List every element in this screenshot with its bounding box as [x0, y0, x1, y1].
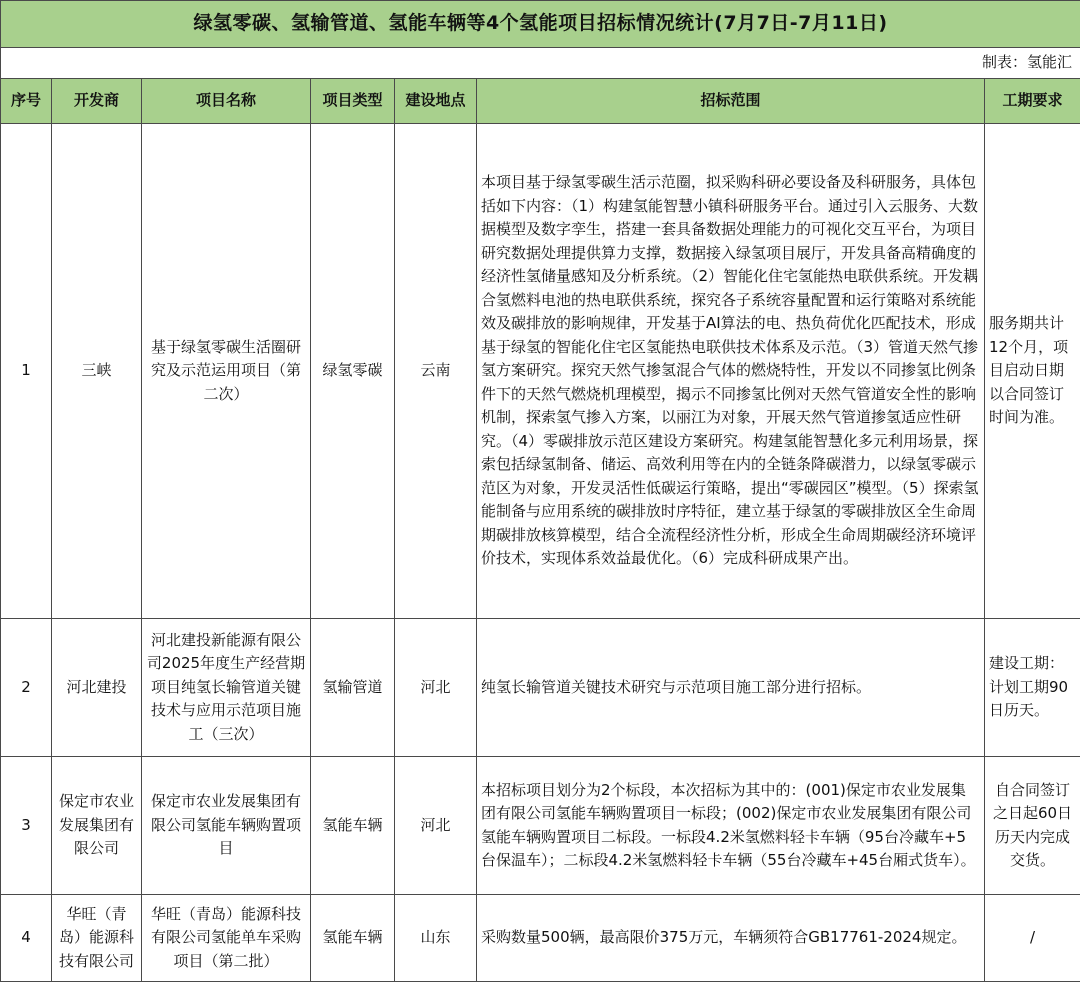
cell-period: / — [985, 895, 1080, 982]
cell-seq: 2 — [1, 619, 52, 757]
header-location: 建设地点 — [395, 79, 477, 124]
header-period: 工期要求 — [985, 79, 1080, 124]
cell-scope: 纯氢长输管道关键技术研究与示范项目施工部分进行招标。 — [477, 619, 985, 757]
cell-location: 山东 — [395, 895, 477, 982]
cell-developer: 三峡 — [52, 124, 142, 619]
cell-developer: 保定市农业发展集团有限公司 — [52, 757, 142, 895]
cell-location: 河北 — [395, 757, 477, 895]
cell-location: 河北 — [395, 619, 477, 757]
cell-project-type: 氢能车辆 — [311, 895, 395, 982]
table-row — [1, 619, 1080, 757]
title-row — [1, 1, 1080, 48]
cell-project-type: 绿氢零碳 — [311, 124, 395, 619]
cell-seq: 1 — [1, 124, 52, 619]
cell-scope: 本项目基于绿氢零碳生活示范圈，拟采购科研必要设备及科研服务，具体包括如下内容：（1）构建氢能智慧小镇科研服务平台。通过引入云服务、大数据模型及数字孪生，搭建一套具备数据处理能力的可视化交互平台，为项目研究数据处理提供算力支撑，数据接入绿氢项目展厅，开发具备高精确度的经济性氢储量感知及分析系统。（2）智能化住宅氢能热电联供系统。开发耦合氢燃料电池的热电联供系统，探究各子系统容量配置和运行策略对系统能效及碳排放的影响规律，开发基于AI算法的电、热负荷优化匹配技术，形成基于绿氢的智能化住宅区氢能热电联供技术体系及示范。（3）管道天然气掺氢方案研究。探究天然气掺氢混合气体的燃烧特性，开发以不同掺氢比例条件下的天然气燃烧机理模型，揭示不同掺氢比例对天然气管道安全性的影响机制，探索氢气掺入方案，以丽江为对象，开展天然气管道掺氢适应性研究。（4）零碳排放示范区建设方案研究。构建氢能智慧化多元利用场景，探索包括绿氢制备、储运、高效利用等在内的全链条降碳潜力，以绿氢零碳示范区为对象，开发灵活性低碳运行策略，提出“零碳园区”模型。（5）探索氢能制备与应用系统的碳排放时序特征，建立基于绿氢的零碳排放区全生命周期碳排放核算模型，结合全流程经济性分析，形成全生命周期碳经济环境评价技术，实现体系效益最优化。（6）完成科研成果产出。 — [477, 124, 985, 619]
header-seq: 序号 — [1, 79, 52, 124]
maker-credit: 制表：氢能汇 — [1, 48, 1080, 79]
cell-project-name: 华旺（青岛）能源科技有限公司氢能单车采购项目（第二批） — [142, 895, 311, 982]
cell-seq: 3 — [1, 757, 52, 895]
header-row — [1, 79, 1080, 124]
cell-seq: 4 — [1, 895, 52, 982]
table-row — [1, 757, 1080, 895]
cell-project-type: 氢能车辆 — [311, 757, 395, 895]
cell-period: 自合同签订之日起60日历天内完成交货。 — [985, 757, 1080, 895]
table-title: 绿氢零碳、氢输管道、氢能车辆等4个氢能项目招标情况统计(7月7日-7月11日) — [1, 1, 1080, 48]
cell-project-name: 河北建投新能源有限公司2025年度生产经营期项目纯氢长输管道关键技术与应用示范项目施工（三次） — [142, 619, 311, 757]
cell-developer: 河北建投 — [52, 619, 142, 757]
header-developer: 开发商 — [52, 79, 142, 124]
cell-developer: 华旺（青岛）能源科技有限公司 — [52, 895, 142, 982]
cell-period: 服务期共计12个月，项目启动日期以合同签订时间为准。 — [985, 124, 1080, 619]
header-project-type: 项目类型 — [311, 79, 395, 124]
cell-scope: 本招标项目划分为2个标段，本次招标为其中的：(001)保定市农业发展集团有限公司氢能车辆购置项目一标段；(002)保定市农业发展集团有限公司氢能车辆购置项目二标段。一标段4.2米氢燃料轻卡车辆（95台冷藏车+5台保温车）；二标段4.2米氢燃料轻卡车辆（55台冷藏车+45台厢式货车）。 — [477, 757, 985, 895]
cell-location: 云南 — [395, 124, 477, 619]
header-project-name: 项目名称 — [142, 79, 311, 124]
cell-project-type: 氢输管道 — [311, 619, 395, 757]
header-scope: 招标范围 — [477, 79, 985, 124]
maker-row — [1, 48, 1080, 79]
cell-period: 建设工期：计划工期90日历天。 — [985, 619, 1080, 757]
table-row — [1, 895, 1080, 982]
cell-scope: 采购数量500辆，最高限价375万元，车辆须符合GB17761-2024规定。 — [477, 895, 985, 982]
cell-project-name: 保定市农业发展集团有限公司氢能车辆购置项目 — [142, 757, 311, 895]
cell-project-name: 基于绿氢零碳生活圈研究及示范运用项目（第二次） — [142, 124, 311, 619]
table-row — [1, 124, 1080, 619]
